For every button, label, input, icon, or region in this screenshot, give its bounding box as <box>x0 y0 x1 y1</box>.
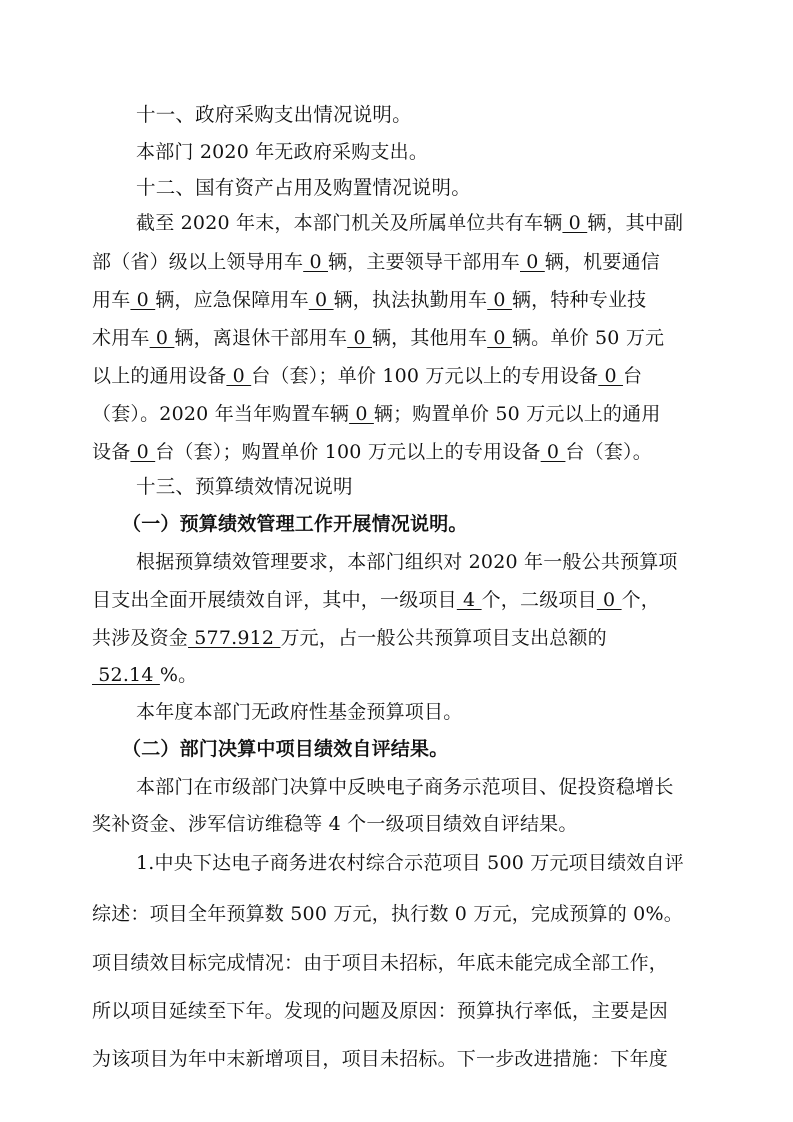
paragraph-line: 所以项目延续至下年。发现的问题及原因：预算执行率低，主要是因 <box>92 1000 669 1022</box>
section-13-heading: 十三、预算绩效情况说明 <box>136 475 353 498</box>
leader-car-value: 0 <box>303 251 328 273</box>
law-enforcement-car-value: 0 <box>487 289 512 311</box>
section-12-heading: 十二、国有资产占用及购置情况说明。 <box>136 176 471 199</box>
paragraph-line: 本年度本部门无政府性基金预算项目。 <box>136 701 463 723</box>
paragraph-line: 部（省）级以上领导用车 0 辆，主要领导干部用车 0 辆，机要通信 <box>92 251 660 273</box>
retired-cadre-car-value: 0 <box>347 327 372 349</box>
paragraph-line: 共涉及资金 577.912 万元，占一般公共预算项目支出总额的 <box>92 627 607 649</box>
main-leader-car-value: 0 <box>520 251 545 273</box>
general-equipment-value: 0 <box>226 365 252 387</box>
purchased-special-equipment-value: 0 <box>540 441 566 463</box>
paragraph-line: 奖补资金、涉军信访维稳等 4 个一级项目绩效自评结果。 <box>92 813 578 835</box>
paragraph-line: 综述：项目全年预算数 500 万元，执行数 0 万元，完成预算的 0%。 <box>92 903 683 925</box>
paragraph-line: 设备 0 台（套）；购置单价 100 万元以上的专用设备 0 台（套）。 <box>92 441 652 463</box>
paragraph-line: 用车 0 辆，应急保障用车 0 辆，执法执勤用车 0 辆，特种专业技 <box>92 289 647 311</box>
emergency-car-value: 0 <box>308 289 334 311</box>
paragraph-line: 1.中央下达电子商务进农村综合示范项目 500 万元项目绩效自评 <box>136 852 684 874</box>
purchased-vehicle-value: 0 <box>349 403 374 425</box>
paragraph-line: 52.14 %。 <box>92 664 198 686</box>
special-equipment-value: 0 <box>598 365 624 387</box>
section-11-text: 本部门 2020 年无政府采购支出。 <box>136 141 429 163</box>
level1-project-count: 4 <box>456 589 482 611</box>
confidential-car-value: 0 <box>130 289 156 311</box>
paragraph-line: 截至 2020 年末，本部门机关及所属单位共有车辆 0 辆，其中副 <box>136 212 684 234</box>
paragraph-line: 术用车 0 辆，离退休干部用车 0 辆，其他用车 0 辆。单价 50 万元 <box>92 327 665 349</box>
subsection-2-heading: （二）部门决算中项目绩效自评结果。 <box>122 738 449 760</box>
vehicle-total-value: 0 <box>562 212 588 234</box>
special-car-value: 0 <box>149 327 175 349</box>
section-11-heading: 十一、政府采购支出情况说明。 <box>136 103 412 126</box>
paragraph-line: 目支出全面开展绩效自评，其中，一级项目 4 个，二级项目 0 个， <box>92 589 660 611</box>
total-fund-value: 577.912 <box>188 627 281 649</box>
subsection-1-heading: （一）预算绩效管理工作开展情况说明。 <box>122 513 468 535</box>
paragraph-line: 项目绩效目标完成情况：由于项目未招标，年底未能完成全部工作， <box>92 952 669 974</box>
paragraph-line: 为该项目为年中末新增项目，项目未招标。下一步改进措施：下年度 <box>92 1048 669 1070</box>
paragraph-line: 本部门在市级部门决算中反映电子商务示范项目、促投资稳增长 <box>136 776 674 798</box>
purchased-general-equipment-value: 0 <box>130 441 156 463</box>
other-car-value: 0 <box>487 327 512 349</box>
level2-project-count: 0 <box>596 589 622 611</box>
fund-percentage-value: 52.14 <box>92 664 160 686</box>
paragraph-line: 以上的通用设备 0 台（套）；单价 100 万元以上的专用设备 0 台 <box>92 365 643 387</box>
paragraph-line: 根据预算绩效管理要求，本部门组织对 2020 年一般公共预算项 <box>136 551 678 573</box>
paragraph-line: （套）。2020 年当年购置车辆 0 辆；购置单价 50 万元以上的通用 <box>92 403 661 425</box>
